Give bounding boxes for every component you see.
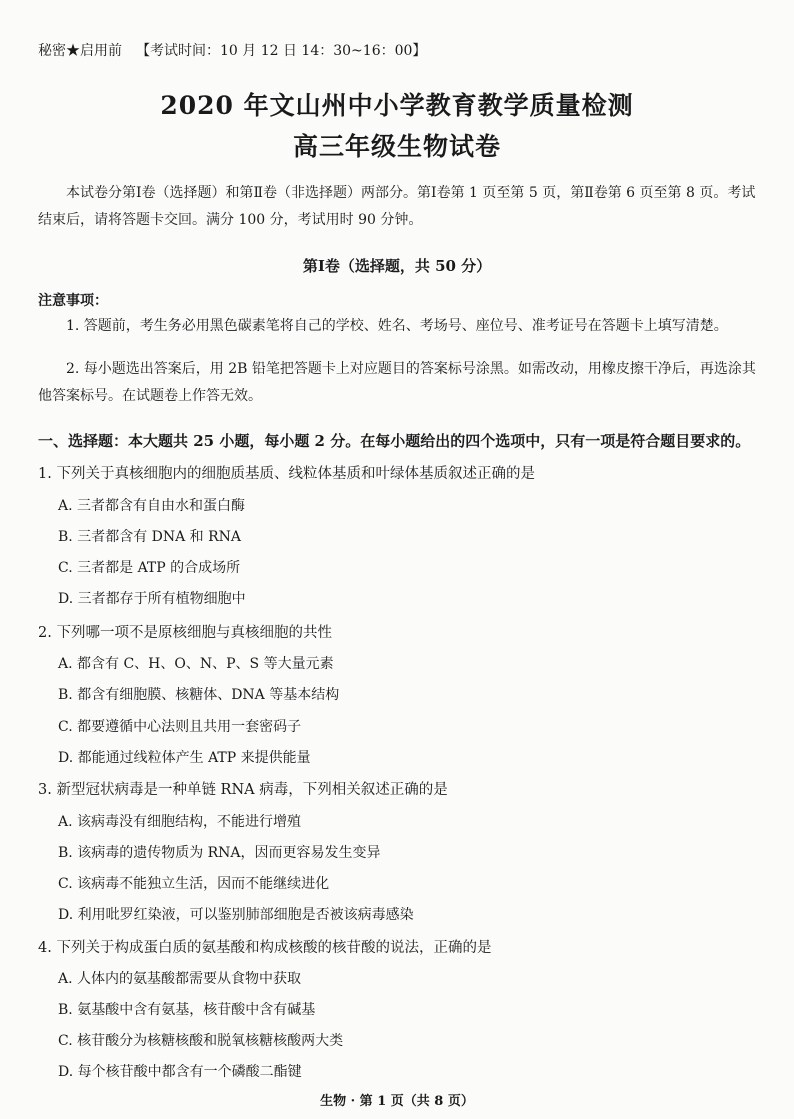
exam-subtitle: 高三年级生物试卷	[292, 132, 501, 161]
question-option: B. 氨基酸中含有氨基，核苷酸中含有碱基	[58, 1002, 316, 1018]
question-option: B. 都含有细胞膜、核糖体、DNA 等基本结构	[58, 687, 340, 703]
question-option: A. 该病毒没有细胞结构，不能进行增殖	[58, 814, 302, 830]
question-option: B. 三者都含有 DNA 和 RNA	[58, 529, 242, 545]
question-option: D. 三者都存于所有植物细胞中	[58, 591, 246, 607]
question-option: A. 都含有 C、H、O、N、P、S 等大量元素	[58, 656, 334, 672]
question-stem: 3. 新型冠状病毒是一种单链 RNA 病毒，下列相关叙述正确的是	[38, 782, 448, 798]
exam-title: 2020 年文山州中小学教育教学质量检测	[160, 91, 634, 120]
question-option: C. 三者都是 ATP 的合成场所	[58, 560, 241, 576]
note-item: 1. 答题前，考生务必用黑色碳素笔将自己的学校、姓名、考场号、座位号、准考证号在答题卡上填写清楚。	[66, 318, 728, 334]
question-option: C. 都要遵循中心法则且共用一套密码子	[58, 719, 302, 735]
header-line	[38, 40, 426, 60]
secret-label: 秘密★启用前	[38, 43, 122, 59]
question-option: D. 每个核苷酸中都含有一个磷酸二酯键	[58, 1064, 302, 1080]
question-stem: 2. 下列哪一项不是原核细胞与真核细胞的共性	[38, 625, 332, 641]
part1-title: 第Ⅰ卷（选择题，共 50 分）	[302, 257, 492, 275]
question-option: D. 利用吡罗红染液，可以鉴别肺部细胞是否被该病毒感染	[58, 907, 414, 923]
question-option: C. 核苷酸分为核糖核酸和脱氧核糖核酸两大类	[58, 1033, 344, 1049]
question-option: A. 三者都含有自由水和蛋白酶	[58, 498, 246, 514]
question-option: B. 该病毒的遗传物质为 RNA，因而更容易发生变异	[58, 845, 381, 861]
section-heading: 一、选择题：本大题共 25 小题，每小题 2 分。在每小题给出的四个选项中，只有一项是符合题目要求的。	[38, 432, 751, 450]
exam-time: 【考试时间：10 月 12 日 14：30~16：00】	[136, 43, 427, 59]
question-stem: 4. 下列关于构成蛋白质的氨基酸和构成核酸的核苷酸的说法，正确的是	[38, 940, 492, 956]
notes-heading: 注意事项：	[38, 293, 108, 309]
note-item: 2. 每小题选出答案后，用 2B 铅笔把答题卡上对应题目的答案标号涂黑。如需改动，用橡皮擦干净后，再选涂其他答案标号。在试题卷上作答无效。	[38, 361, 756, 404]
question-option: D. 都能通过线粒体产生 ATP 来提供能量	[58, 750, 311, 766]
question-stem: 1. 下列关于真核细胞内的细胞质基质、线粒体基质和叶绿体基质叙述正确的是	[38, 466, 535, 482]
question-option: C. 该病毒不能独立生活，因而不能继续进化	[58, 876, 330, 892]
page-footer: 生物 · 第 1 页（共 8 页）	[320, 1094, 474, 1109]
intro-paragraph: 本试卷分第Ⅰ卷（选择题）和第Ⅱ卷（非选择题）两部分。第Ⅰ卷第 1 页至第 5 页，第Ⅱ卷第 6 页至第 8 页。考试结束后，请将答题卡交回。满分 100 分，考试用时 90 分钟。	[38, 185, 756, 228]
question-option: A. 人体内的氨基酸都需要从食物中获取	[58, 971, 302, 987]
